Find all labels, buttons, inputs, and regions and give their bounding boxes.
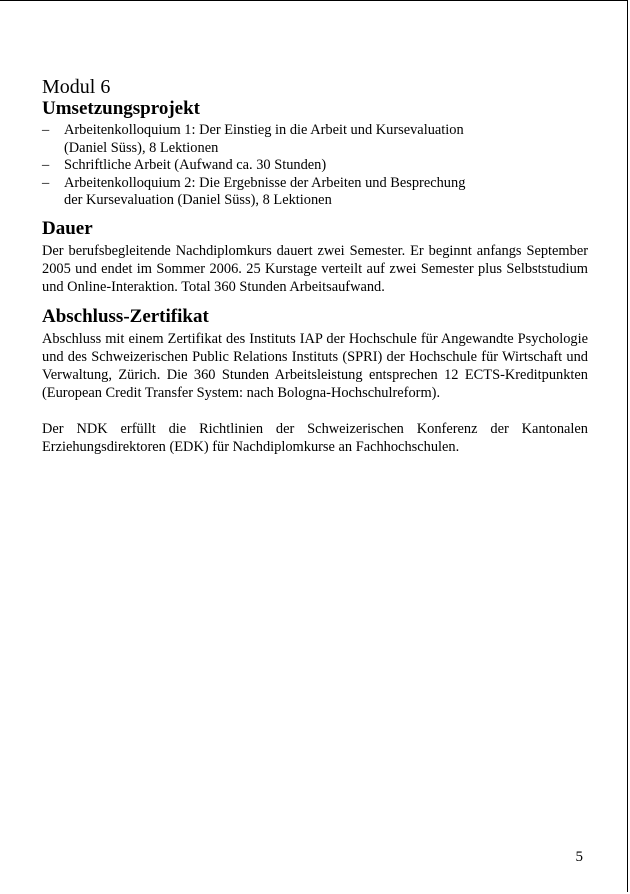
dauer-paragraph: Der berufsbegleitende Nachdiplomkurs dauert zwei Semester. Er beginnt anfangs September 2005 und endet im Sommer 2006. 25 Kurstage verteilt auf zwei Semester plus Selbststudium und Online-Interaktion. Total 360 Stunden Arbeitsaufwand.	[42, 242, 588, 295]
list-dash: –	[42, 174, 50, 191]
dauer-heading: Dauer	[42, 217, 93, 239]
module-title: Umsetzungsprojekt	[42, 98, 200, 119]
list-item-line2: (Daniel Süss), 8 Lektionen	[64, 139, 219, 156]
module-label: Modul 6	[42, 76, 111, 98]
ndk-paragraph: Der NDK erfüllt die Richtlinien der Schweizerischen Konferenz der Kantonalen Erziehungsdirektoren (EDK) für Nachdiplomkurse an Fachhochschulen.	[42, 420, 588, 455]
list-item	[42, 157, 588, 175]
list-item-line2: der Kursevaluation (Daniel Süss), 8 Lektionen	[64, 192, 332, 208]
list-item-line1: Schriftliche Arbeit (Aufwand ca. 30 Stunden)	[64, 157, 327, 173]
module-item-list	[42, 122, 588, 210]
list-item-line1: Arbeitenkolloquium 1: Der Einstieg in die Arbeit und Kursevaluation	[64, 122, 464, 138]
page-number: 5	[575, 849, 583, 865]
abschluss-paragraph: Abschluss mit einem Zertifikat des Instituts IAP der Hochschule für Angewandte Psychologie und des Schweizerischen Public Relations Instituts (SPRI) der Hochschule für Wirtschaft und Verwaltung, Zürich. Die 360 Stunden Arbeitsleistung entsprechen 12 ECTS-Kreditpunkten (European Credit Transfer System: nach Bologna-Hochschulreform).	[42, 330, 588, 401]
page-content	[42, 76, 588, 456]
list-item	[42, 122, 588, 157]
list-dash: –	[42, 157, 50, 173]
list-item	[42, 175, 588, 210]
abschluss-heading: Abschluss-Zertifikat	[42, 305, 209, 327]
list-dash: –	[42, 122, 50, 138]
list-item-line1: Arbeitenkolloquium 2: Die Ergebnisse der Arbeiten und Besprechung	[64, 174, 466, 191]
